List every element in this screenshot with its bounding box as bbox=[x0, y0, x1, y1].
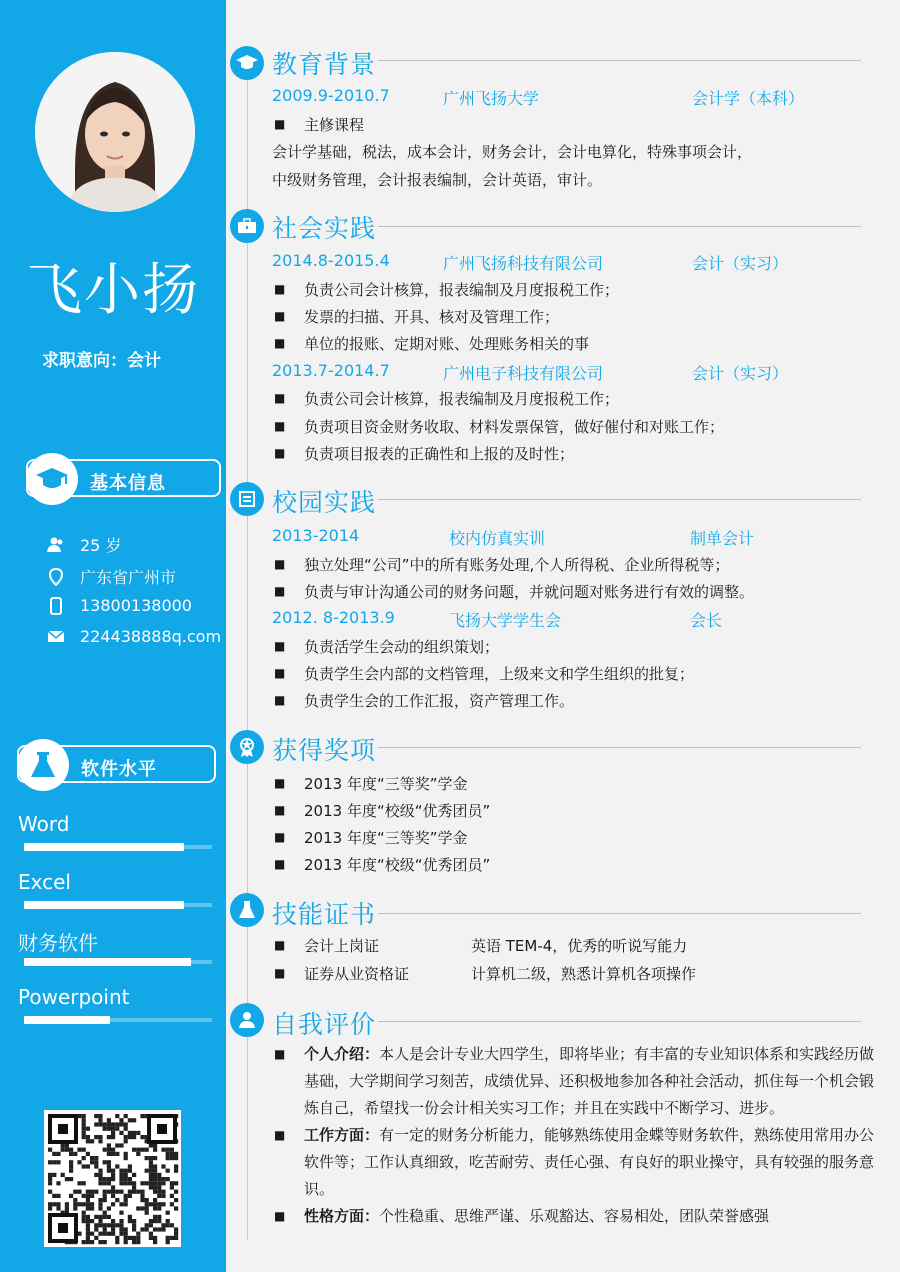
education-divider bbox=[378, 60, 861, 61]
job1-period: 2014.8-2015.4 bbox=[272, 251, 390, 270]
campus2-item-1: ■ 负责活学生会动的组织策划； bbox=[274, 638, 500, 656]
qr-code bbox=[44, 1110, 181, 1247]
software-header bbox=[17, 745, 216, 783]
person-icon bbox=[47, 536, 65, 554]
job2-duty-2: ■ 负责项目资金财务收取、材料发票保管，做好催付和对账工作； bbox=[274, 418, 725, 436]
education-major: 会计学（本科） bbox=[692, 89, 805, 108]
campus2-item-3: ■ 负责学生会的工作汇报，资产管理工作。 bbox=[274, 692, 575, 710]
self-eval-character: ■ 性格方面：个性稳重、思维严谨、乐观豁达、容易相处，团队荣誉感强 bbox=[274, 1207, 770, 1225]
phone-icon bbox=[47, 597, 65, 615]
campus1-period: 2013-2014 bbox=[272, 526, 360, 545]
email-text: 224438888q.com bbox=[80, 627, 222, 646]
awards-divider bbox=[378, 747, 861, 748]
work-label: 工作方面： bbox=[304, 1126, 380, 1144]
course-bullet-item: ■ 主修课程 bbox=[274, 116, 365, 134]
award-item-2: ■ 2013 年度“校级“优秀团员” bbox=[274, 802, 491, 820]
self-eval-work: ■ 工作方面：有一定的财务分析能力，能够熟练使用金蝶等财务软件，熟练使用常用办公软件等；工作认真细致，吃苦耐劳、责任心强、有良好的职业操守，具有较强的服务意识。 bbox=[274, 1126, 875, 1198]
certs-title: 技能证书 bbox=[272, 900, 377, 929]
job2-role: 会计（实习） bbox=[692, 364, 789, 383]
campus-divider bbox=[378, 499, 861, 500]
self-eval-title: 自我评价 bbox=[272, 1010, 377, 1039]
character-label: 性格方面： bbox=[304, 1207, 380, 1225]
course-label: 主修课程 bbox=[304, 116, 365, 134]
cert-name: 证券从业资格证 bbox=[304, 965, 410, 983]
education-title: 教育背景 bbox=[272, 50, 377, 79]
location-row bbox=[47, 565, 176, 588]
certificate-flask-icon bbox=[230, 893, 264, 927]
book-icon bbox=[230, 482, 264, 516]
campus1-item-2: ■ 负责与审计沟通公司的财务问题，并就问题对账务进行有效的调整。 bbox=[274, 583, 755, 601]
phone-row bbox=[47, 596, 192, 615]
social-divider bbox=[378, 226, 861, 227]
courses-line-1: 会计学基础，税法，成本会计，财务会计，会计电算化，特殊事项会计， bbox=[272, 143, 753, 161]
self-eval-divider bbox=[378, 1021, 861, 1022]
award-item-3: ■ 2013 年度“三等奖”学金 bbox=[274, 829, 468, 847]
job1-duty-3: ■ 单位的报账、定期对账、处理账务相关的事 bbox=[274, 335, 590, 353]
campus1-role: 制单会计 bbox=[690, 529, 755, 548]
age-text: 25 岁 bbox=[80, 536, 122, 555]
cert-name: 会计上岗证 bbox=[304, 937, 380, 955]
job1-duty-1: ■ 负责公司会计核算，报表编制及月度报税工作； bbox=[274, 281, 620, 299]
candidate-name: 飞小扬 bbox=[26, 258, 200, 323]
skill-bar-fill bbox=[24, 901, 184, 909]
intro-text: 本人是会计专业大四学生，即将毕业；有丰富的专业知识体系和实践经历做基础，大学期间学习刻苦，成绩优异、还积极地参加各种社会活动，抓住每一个机会锻炼自己，希望找一份会计相关实习工作；并且在实践中不断学习、进步。 bbox=[304, 1045, 875, 1117]
skill-name: Excel bbox=[18, 870, 71, 894]
flask-icon bbox=[17, 739, 69, 791]
job1-role: 会计（实习） bbox=[692, 254, 789, 273]
work-text: 有一定的财务分析能力，能够熟练使用金蝶等财务软件，熟练使用常用办公软件等；工作认真细致，吃苦耐劳、责任心强、有良好的职业操守，具有较强的服务意识。 bbox=[304, 1126, 875, 1198]
campus1-org: 校内仿真实训 bbox=[449, 529, 546, 548]
campus1-item-1: ■ 独立处理“公司”中的所有账务处理,个人所得税、企业所得税等； bbox=[274, 556, 730, 574]
job2-duty-1: ■ 负责公司会计核算，报表编制及月度报税工作； bbox=[274, 390, 620, 408]
skill-bar-fill bbox=[24, 1016, 110, 1024]
location-pin-icon bbox=[47, 568, 65, 586]
cert-row-2: ■ 证券从业资格证 计算机二级，熟悉计算机各项操作 bbox=[274, 965, 697, 983]
user-icon bbox=[230, 1003, 264, 1037]
profile-photo bbox=[35, 52, 195, 212]
job2-duty-3: ■ 负责项目报表的正确性和上报的及时性； bbox=[274, 445, 575, 463]
basic-info-title: 基本信息 bbox=[90, 473, 166, 494]
self-eval-intro: ■ 个人介绍：本人是会计专业大四学生，即将毕业；有丰富的专业知识体系和实践经历做基础，大学期间学习刻苦，成绩优异、还积极地参加各种社会活动，抓住每一个机会锻炼自己，希望找一份会计相关实习工作；并且在实践中不断学习、进步。 bbox=[274, 1045, 875, 1117]
education-period: 2009.9-2010.7 bbox=[272, 86, 390, 105]
skill-name: Word bbox=[18, 812, 70, 836]
education-school: 广州飞扬大学 bbox=[443, 89, 540, 108]
cert-desc: 英语 TEM-4，优秀的听说写能力 bbox=[471, 937, 688, 955]
location-text: 广东省广州市 bbox=[80, 568, 177, 587]
courses-line-2: 中级财务管理，会计报表编制，会计英语，审计。 bbox=[272, 171, 603, 189]
email-row bbox=[47, 627, 221, 646]
software-title: 软件水平 bbox=[81, 759, 157, 780]
job2-company: 广州电子科技有限公司 bbox=[443, 364, 604, 383]
campus-title: 校园实践 bbox=[272, 488, 377, 517]
skill-name: 财务软件 bbox=[18, 931, 98, 955]
campus2-org: 飞扬大学学生会 bbox=[449, 611, 562, 630]
skill-bar-track bbox=[24, 960, 212, 964]
skill-bar-track bbox=[24, 1018, 212, 1022]
medal-icon bbox=[230, 730, 264, 764]
skill-bar-fill bbox=[24, 843, 184, 851]
job-intent: 求职意向：会计 bbox=[42, 351, 161, 371]
certs-divider bbox=[378, 913, 861, 914]
skill-bar-fill bbox=[24, 958, 191, 966]
briefcase-icon bbox=[230, 209, 264, 243]
award-item-1: ■ 2013 年度“三等奖”学金 bbox=[274, 775, 468, 793]
job1-company: 广州飞扬科技有限公司 bbox=[443, 254, 604, 273]
social-title: 社会实践 bbox=[272, 214, 377, 243]
campus2-period: 2012. 8-2013.9 bbox=[272, 608, 395, 627]
graduation-cap-icon bbox=[26, 453, 78, 505]
intro-label: 个人介绍： bbox=[304, 1045, 380, 1063]
job2-period: 2013.7-2014.7 bbox=[272, 361, 390, 380]
awards-title: 获得奖项 bbox=[272, 736, 377, 765]
skill-bar-track bbox=[24, 903, 212, 907]
age-row bbox=[47, 533, 121, 556]
mail-icon bbox=[47, 628, 65, 646]
cert-desc: 计算机二级，熟悉计算机各项操作 bbox=[471, 965, 697, 983]
cert-row-1: ■ 会计上岗证 英语 TEM-4，优秀的听说写能力 bbox=[274, 937, 688, 955]
campus2-role: 会长 bbox=[690, 611, 723, 630]
skill-name: Powerpoint bbox=[18, 985, 130, 1009]
character-text: 个性稳重、思维严谨、乐观豁达、容易相处，团队荣誉感强 bbox=[379, 1207, 770, 1225]
skill-bar-track bbox=[24, 845, 212, 849]
phone-text: 13800138000 bbox=[80, 596, 192, 615]
campus2-item-2: ■ 负责学生会内部的文档管理，上级来文和学生组织的批复； bbox=[274, 665, 695, 683]
award-item-4: ■ 2013 年度“校级“优秀团员” bbox=[274, 856, 491, 874]
job1-duty-2: ■ 发票的扫描、开具、核对及管理工作； bbox=[274, 308, 560, 326]
basic-info-header bbox=[26, 459, 221, 497]
education-cap-icon bbox=[230, 46, 264, 80]
sidebar bbox=[0, 0, 226, 1272]
